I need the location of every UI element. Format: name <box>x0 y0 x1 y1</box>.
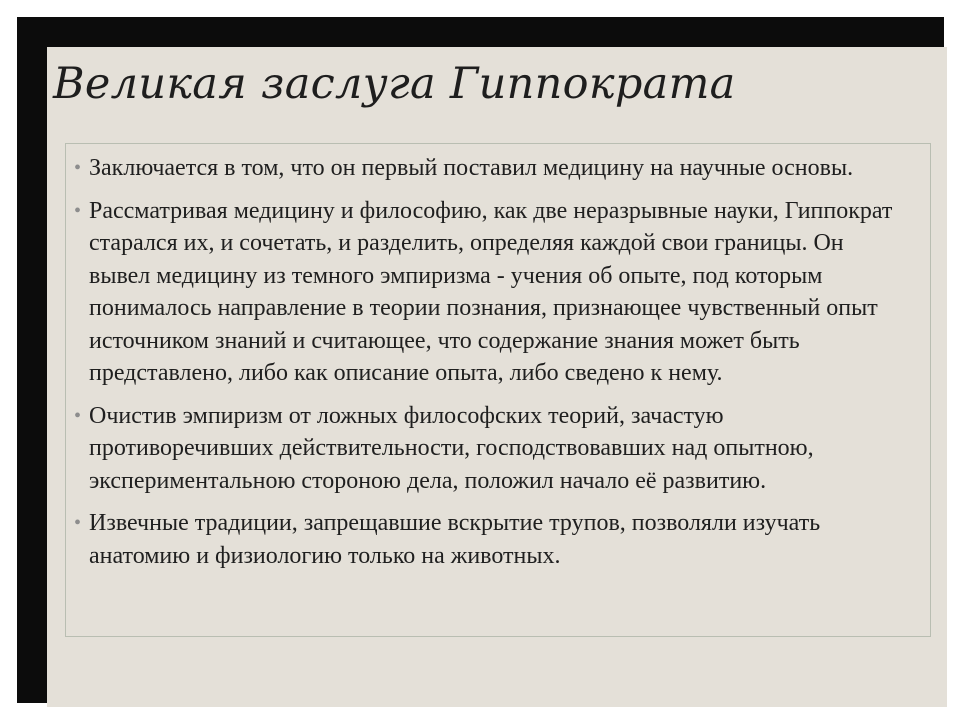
bullet-text: Рассматривая медицину и философию, как две неразрывные науки, Гиппократ старался их, и сочетать, и разделить, определяя каждой свои границы. Он вывел медицину из темного эмпиризма - учения об опыте, под которым понималось направление в теории познания, признающее чувственный опыт источником знаний и считающее, что содержание знания может быть представлено, либо как описание опыта, либо сведено к нему. <box>89 197 893 386</box>
slide-title: Великая заслуга Гиппократа <box>53 59 736 109</box>
bullet-text: Заключается в том, что он первый поставил медицину на научные основы. <box>89 155 854 181</box>
bullet-icon: • <box>74 157 82 179</box>
content-box <box>65 143 931 637</box>
bullet-icon: • <box>74 512 82 534</box>
bullet-icon: • <box>74 199 82 222</box>
bullet-list <box>66 144 930 572</box>
bullet-text: Очистив эмпиризм от ложных философских теорий, зачастую противоречивших действительности, господствовавших над опытною, экспериментальною стороною дела, положил начало её развитию. <box>89 402 814 494</box>
bullet-item <box>74 195 906 390</box>
slide <box>47 47 947 707</box>
slide-frame <box>17 17 944 703</box>
bullet-icon: • <box>74 404 82 427</box>
bullet-item <box>74 400 906 498</box>
bullet-item <box>74 507 906 572</box>
bullet-text: Извечные традиции, запрещавшие вскрытие трупов, позволяли изучать анатомию и физиологию только на животных. <box>89 510 821 569</box>
bullet-item <box>74 152 906 185</box>
